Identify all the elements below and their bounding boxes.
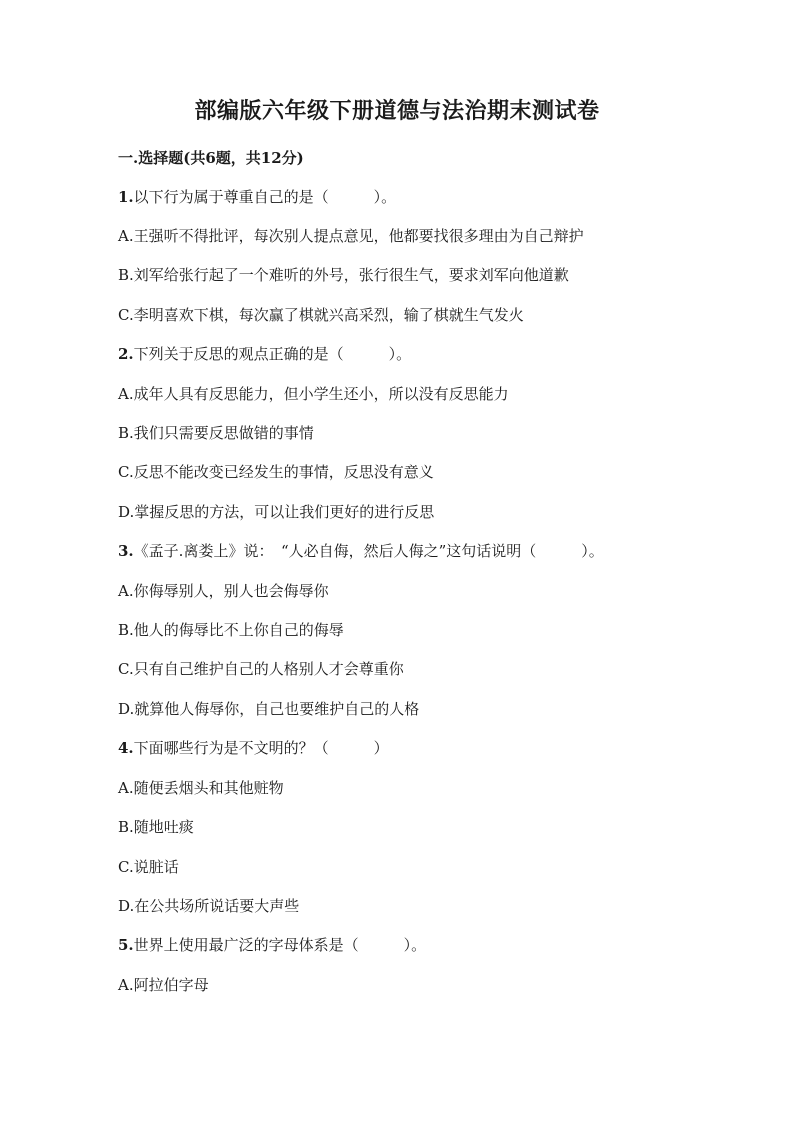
question-stem: 世界上使用最广泛的字母体系是（ ）。 bbox=[133, 936, 427, 954]
question-4-option-c: C.说脏话 bbox=[118, 858, 179, 876]
question-stem: 《孟子.离娄上》说： “人必自侮，然后人侮之”这句话说明（ ）。 bbox=[133, 542, 604, 560]
question-1-option-c: C.李明喜欢下棋，每次赢了棋就兴高采烈，输了棋就生气发火 bbox=[118, 306, 524, 324]
question-1-option-a: A.王强听不得批评，每次别人提点意见，他都要找很多理由为自己辩护 bbox=[118, 227, 584, 245]
page-title: 部编版六年级下册道德与法治期末测试卷 bbox=[194, 98, 600, 124]
question-2-option-d: D.掌握反思的方法，可以让我们更好的进行反思 bbox=[118, 503, 435, 521]
question-4-option-a: A.随便丢烟头和其他赃物 bbox=[118, 779, 284, 797]
question-4-option-b: B.随地吐痰 bbox=[118, 818, 194, 836]
question-4-option-d: D.在公共场所说话要大声些 bbox=[118, 897, 300, 915]
question-4 bbox=[118, 738, 389, 758]
question-stem: 以下行为属于尊重自己的是（ ）。 bbox=[133, 188, 397, 206]
question-number: 5. bbox=[118, 936, 134, 954]
question-stem: 下面哪些行为是不文明的？（ ） bbox=[133, 739, 389, 757]
question-5-option-a: A.阿拉伯字母 bbox=[118, 976, 209, 994]
question-2-option-c: C.反思不能改变已经发生的事情，反思没有意义 bbox=[118, 463, 434, 481]
question-stem: 下列关于反思的观点正确的是（ ）。 bbox=[133, 345, 412, 363]
question-3-option-b: B.他人的侮辱比不上你自己的侮辱 bbox=[118, 621, 344, 639]
question-2 bbox=[118, 344, 411, 364]
question-number: 2. bbox=[118, 345, 134, 363]
question-number: 3. bbox=[118, 542, 134, 560]
question-3-option-a: A.你侮辱别人，别人也会侮辱你 bbox=[118, 582, 329, 600]
question-3 bbox=[118, 541, 604, 561]
question-number: 4. bbox=[118, 739, 134, 757]
question-3-option-d: D.就算他人侮辱你，自己也要维护自己的人格 bbox=[118, 700, 420, 718]
question-5 bbox=[118, 935, 426, 955]
question-3-option-c: C.只有自己维护自己的人格别人才会尊重你 bbox=[118, 660, 404, 678]
question-number: 1. bbox=[118, 188, 134, 206]
question-2-option-a: A.成年人具有反思能力，但小学生还小，所以没有反思能力 bbox=[118, 385, 509, 403]
question-1-option-b: B.刘军给张行起了一个难听的外号，张行很生气，要求刘军向他道歉 bbox=[118, 266, 569, 284]
question-2-option-b: B.我们只需要反思做错的事情 bbox=[118, 424, 314, 442]
section-heading: 一.选择题(共6题，共12分) bbox=[118, 149, 304, 167]
question-1 bbox=[118, 187, 396, 207]
